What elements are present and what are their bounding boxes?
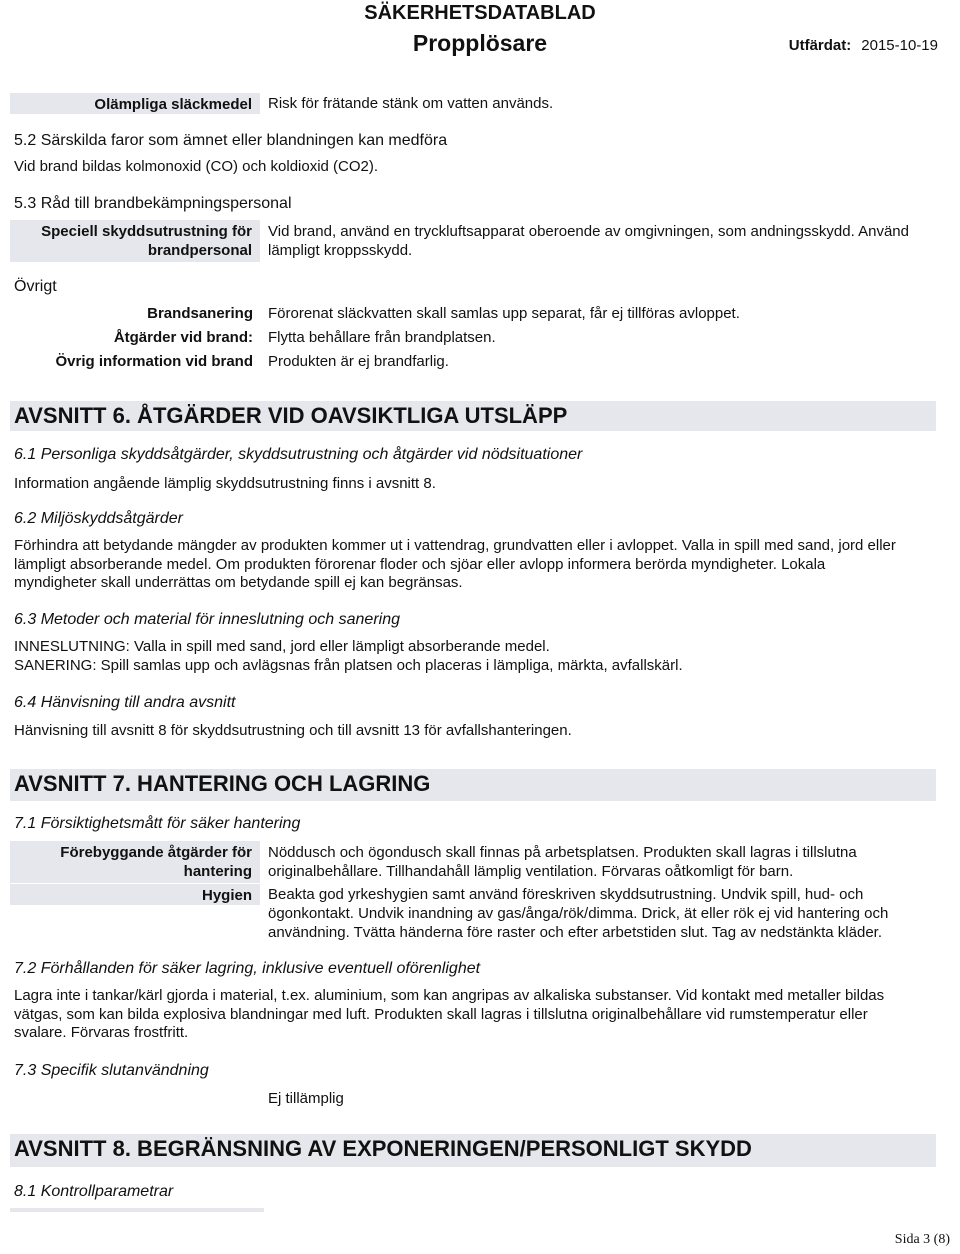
issued-label: Utfärdat: <box>788 37 852 54</box>
issued-value: 2015-10-19 <box>861 37 938 54</box>
section-6-3-line: INNESLUTNING: Valla in spill med sand, jord eller lämpligt absorberande medel. <box>14 638 550 655</box>
other-label-sanitation: Brandsanering <box>147 305 253 322</box>
hygiene-value-line: ögonkontakt. Undvik inandning av gas/ånga/rök/dimma. Drick, ät eller rök ej vid hantering och <box>268 905 889 922</box>
ppe-value-line2: lämpligt kroppsskydd. <box>268 242 413 259</box>
prevent-label-line2: hantering <box>183 863 252 880</box>
section-7-2-line: vätgas, som kan bilda explosiva blandningar med luft. Produkten skall lagras i tillslutna originalbehållare vid rumstemperatur eller <box>14 1005 868 1023</box>
issued-date <box>789 37 938 54</box>
section-7-2-title: 7.2 Förhållanden för säker lagring, inklusive eventuell oförenlighet <box>14 960 481 977</box>
section-7-2-line: Lagra inte i tankar/kärl gjorda i material, t.ex. aluminium, som kan angripas av alkaliska substanser. Vid kontakt med metaller bildas <box>14 987 885 1004</box>
ppe-label-line2: brandpersonal <box>147 242 252 259</box>
section-6-2-line: Förhindra att betydande mängder av produkten kommer ut i vattendrag, grundvatten eller i avloppet. Valla in spill med sand, jord eller <box>14 537 896 554</box>
section-7-3-title: 7.3 Specifik slutanvändning <box>14 1062 209 1079</box>
prevent-value-line: Nöddusch och ögondusch skall finnas på arbetsplatsen. Produkten skall lagras i tillslutna <box>268 844 857 861</box>
other-value-fire-measures: Flytta behållare från brandplatsen. <box>268 329 496 346</box>
other-value-sanitation: Förorenat släckvatten skall samlas upp separat, får ej tillföras avloppet. <box>268 305 740 322</box>
section-6-1-text: Information angående lämplig skyddsutrustning finns i avsnitt 8. <box>14 475 436 492</box>
unsuitable-value: Risk för frätande stänk om vatten används. <box>268 95 554 112</box>
section-6-4-title: 6.4 Hänvisning till andra avsnitt <box>14 694 236 711</box>
unsuitable-label: Olämpliga släckmedel <box>10 93 260 114</box>
prevent-value <box>268 843 857 881</box>
section-6-2-line: lämpligt absorberande medel. Om produkten förorenar floder och sjöar eller avlopp informera berörda myndigheter. Lokala <box>14 555 826 573</box>
other-label-fire-measures: Åtgärder vid brand: <box>113 329 253 346</box>
hygiene-label: Hygien <box>10 884 260 905</box>
other-value-fire-info: Produkten är ej brandfarlig. <box>268 353 449 370</box>
prevent-label <box>10 841 260 883</box>
section-5-3-title: 5.3 Råd till brandbekämpningspersonal <box>14 195 292 212</box>
section-6-2-line: myndigheter skall underrättas om betydande spill ej kan begränsas. <box>14 574 463 591</box>
section-7-3-text: Ej tillämplig <box>268 1090 344 1107</box>
section-6-4-text: Hänvisning till avsnitt 8 för skyddsutrustning och till avsnitt 13 för avfallshanteringen. <box>14 722 572 739</box>
other-title: Övrigt <box>14 278 57 295</box>
section-6-3-title: 6.3 Metoder och material för inneslutning och sanering <box>14 611 400 628</box>
section-8-1-title: 8.1 Kontrollparametrar <box>14 1183 174 1200</box>
other-label-fire-info: Övrig information vid brand <box>55 353 253 370</box>
product-name: Propplösare <box>412 30 548 56</box>
prevent-value-line: originalbehållare. Tillhandahåll lämplig ventilation. Förvaras oåtkomligt för barn. <box>268 863 794 880</box>
section-6-2-text <box>14 537 944 593</box>
section-8-heading: AVSNITT 8. BEGRÄNSNING AV EXPONERINGEN/PERSONLIGT SKYDD <box>10 1134 936 1167</box>
section-7-2-text <box>14 987 944 1043</box>
section-6-1-title: 6.1 Personliga skyddsåtgärder, skyddsutrustning och åtgärder vid nödsituationer <box>14 446 583 463</box>
page-number: Sida 3 (8) <box>894 1232 950 1247</box>
prevent-label-line1: Förebyggande åtgärder för <box>60 844 252 861</box>
hygiene-value-line: användning. Tvätta händerna före raster och efter arbetstiden slut. Tag av nedstänkta kläder. <box>268 924 883 941</box>
section-6-3-line: SANERING: Spill samlas upp och avlägsnas från platsen och placeras i lämpliga, märkta, avfallskärl. <box>14 656 683 674</box>
section-8-1-bar <box>10 1208 264 1212</box>
section-7-1-title: 7.1 Försiktighetsmått för säker hantering <box>14 815 301 832</box>
document-title: SÄKERHETSDATABLAD <box>364 2 596 24</box>
ppe-value <box>268 222 909 260</box>
section-7-heading: AVSNITT 7. HANTERING OCH LAGRING <box>10 769 936 801</box>
section-6-heading: AVSNITT 6. ÅTGÄRDER VID OAVSIKTLIGA UTSLÄPP <box>10 401 936 431</box>
section-5-2-text: Vid brand bildas kolmonoxid (CO) och koldioxid (CO2). <box>14 158 379 175</box>
ppe-label-line1: Speciell skyddsutrustning för <box>41 223 252 240</box>
section-7-2-line: svalare. Förvaras frostfritt. <box>14 1024 189 1041</box>
hygiene-value <box>268 885 888 942</box>
section-5-2-title: 5.2 Särskilda faror som ämnet eller blandningen kan medföra <box>14 132 448 149</box>
section-6-3-text <box>14 638 944 675</box>
ppe-value-line1: Vid brand, använd en tryckluftsapparat oberoende av omgivningen, som andningsskydd. Använd <box>268 223 909 240</box>
ppe-label <box>10 220 260 262</box>
section-6-2-title: 6.2 Miljöskyddsåtgärder <box>14 510 183 527</box>
hygiene-value-line: Beakta god yrkeshygien samt använd föreskriven skyddsutrustning. Undvik spill, hud- och <box>268 886 864 903</box>
